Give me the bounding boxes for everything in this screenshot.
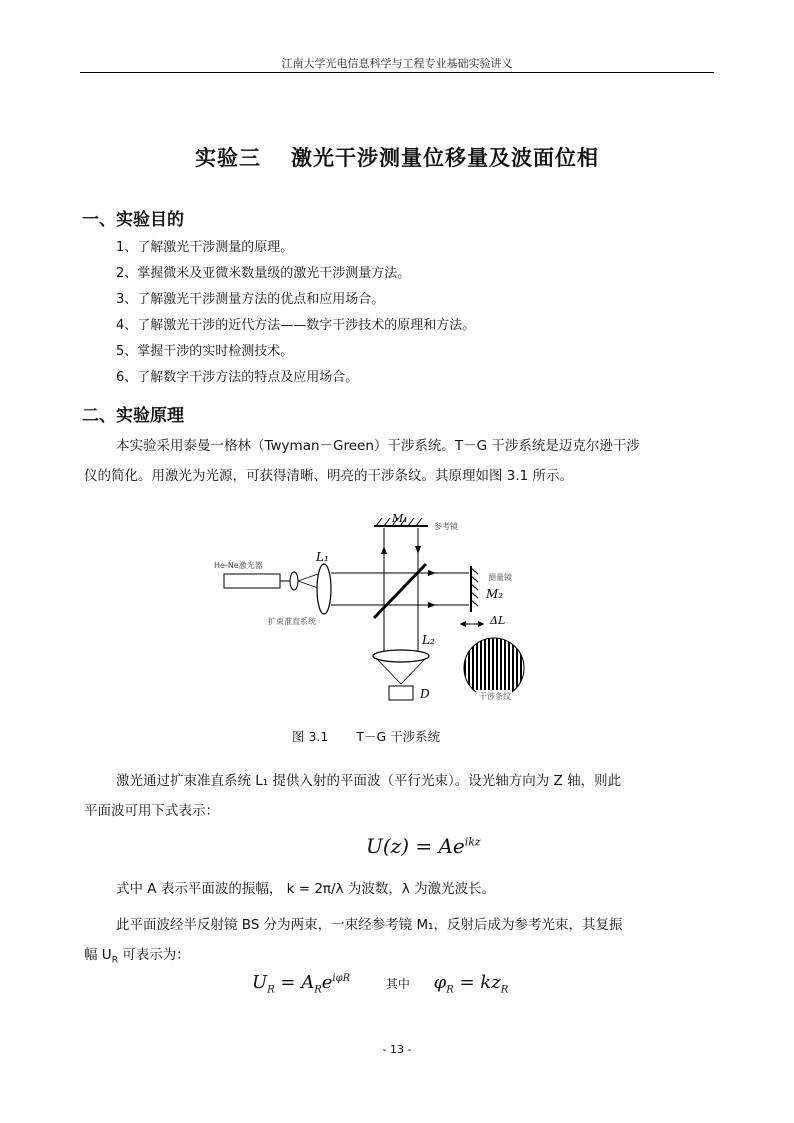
figure-caption-number: 图 3.1	[292, 729, 329, 744]
figure-caption-text: T－G 干涉系统	[356, 729, 441, 744]
expander-lens	[290, 572, 298, 590]
laser-body	[224, 574, 280, 588]
page-title	[80, 142, 714, 172]
label-l2: L₂	[422, 633, 435, 647]
equation-label-where: 其中	[385, 977, 410, 991]
objective-item-4: 4、了解激光干涉的近代方法——数字干涉技术的原理和方法。	[116, 318, 476, 333]
paragraph-plane-wave-line-1: 激光通过扩束准直系统 L₁ 提供入射的平面波（平行光束）。设光轴方向为 Z 轴，则此	[116, 773, 622, 789]
equation-reference-beam: $U_R = A_Re^{i\varphi R}$ 其中 $\varphi_R = kz_R$	[252, 972, 509, 996]
paragraph-plane-wave-line-2: 平面波可用下式表示：	[84, 803, 219, 819]
label-expander: 扩束准直系统	[268, 617, 316, 626]
paragraph-beam-splitter-line-2: 幅 $U_R$ 可表示为：	[84, 947, 190, 966]
label-fringes: 干涉条纹	[479, 692, 511, 701]
paragraph-intro-line-2: 仪的简化。用激光为光源，可获得清晰、明亮的干涉条纹。其原理如图 3.1 所示。	[84, 468, 574, 484]
paragraph-intro-line-1: 本实验采用泰曼一格林（Twyman－Green）干涉系统。T－G 干涉系统是迈克尔逊干涉	[116, 438, 640, 454]
mirror-m2-hatch	[471, 568, 478, 606]
detector	[389, 686, 413, 700]
figure-caption	[292, 727, 440, 745]
page-number: - 13 -	[382, 1043, 412, 1056]
label-measurement-mirror: 测量镜	[488, 573, 512, 582]
paragraph-beam-splitter-line-1: 此平面波经半反射镜 BS 分为两束，一束经参考镜 M₁，反射后成为参考光束，其复振	[116, 917, 623, 933]
header-rule	[80, 72, 714, 73]
lens-l2	[373, 650, 429, 662]
section-heading-principle: 二、实验原理	[82, 406, 184, 426]
label-detector: D	[420, 687, 430, 701]
paragraph-plane-wave	[84, 766, 712, 826]
label-m2: M₂	[486, 587, 504, 601]
lens-l1	[317, 564, 331, 614]
paragraph-beam-splitter	[84, 910, 712, 976]
objective-item-2: 2、掌握微米及亚微米数量级的激光干涉测量方法。	[116, 266, 411, 281]
objective-item-1: 1、了解激光干涉测量的原理。	[116, 240, 294, 255]
label-l1: L₁	[316, 550, 329, 564]
label-reference-mirror: 参考镜	[434, 522, 458, 531]
running-header: 江南大学光电信息科学与工程专业基础实验讲义	[281, 57, 513, 70]
equation-plane-wave	[366, 834, 481, 858]
label-m1: M₁	[392, 512, 408, 525]
objective-item-3: 3、了解激光干涉测量方法的优点和应用场合。	[116, 292, 385, 307]
paragraph-wave-definitions-line: 式中 A 表示平面波的振幅， k = 2π/λ 为波数，λ 为激光波长。	[116, 881, 496, 897]
title-experiment-number: 实验三	[195, 146, 261, 170]
equation-plane-wave-exponent: ikz	[464, 835, 481, 849]
objective-item-5: 5、掌握干涉的实时检测技术。	[116, 344, 294, 359]
label-laser: He-Ne激光器	[214, 561, 263, 570]
title-text: 激光干涉测量位移量及波面位相	[291, 146, 599, 170]
paragraph-wave-definitions	[84, 874, 712, 904]
objective-item-6: 6、了解数字干涉方法的特点及应用场合。	[116, 370, 359, 385]
paragraph-intro	[84, 431, 712, 491]
label-delta-l: ΔL	[490, 614, 506, 627]
section-heading-objectives: 一、实验目的	[82, 210, 184, 230]
twyman-green-diagram	[206, 506, 586, 716]
equation-plane-wave-body: U(z) = Ae	[366, 834, 465, 858]
